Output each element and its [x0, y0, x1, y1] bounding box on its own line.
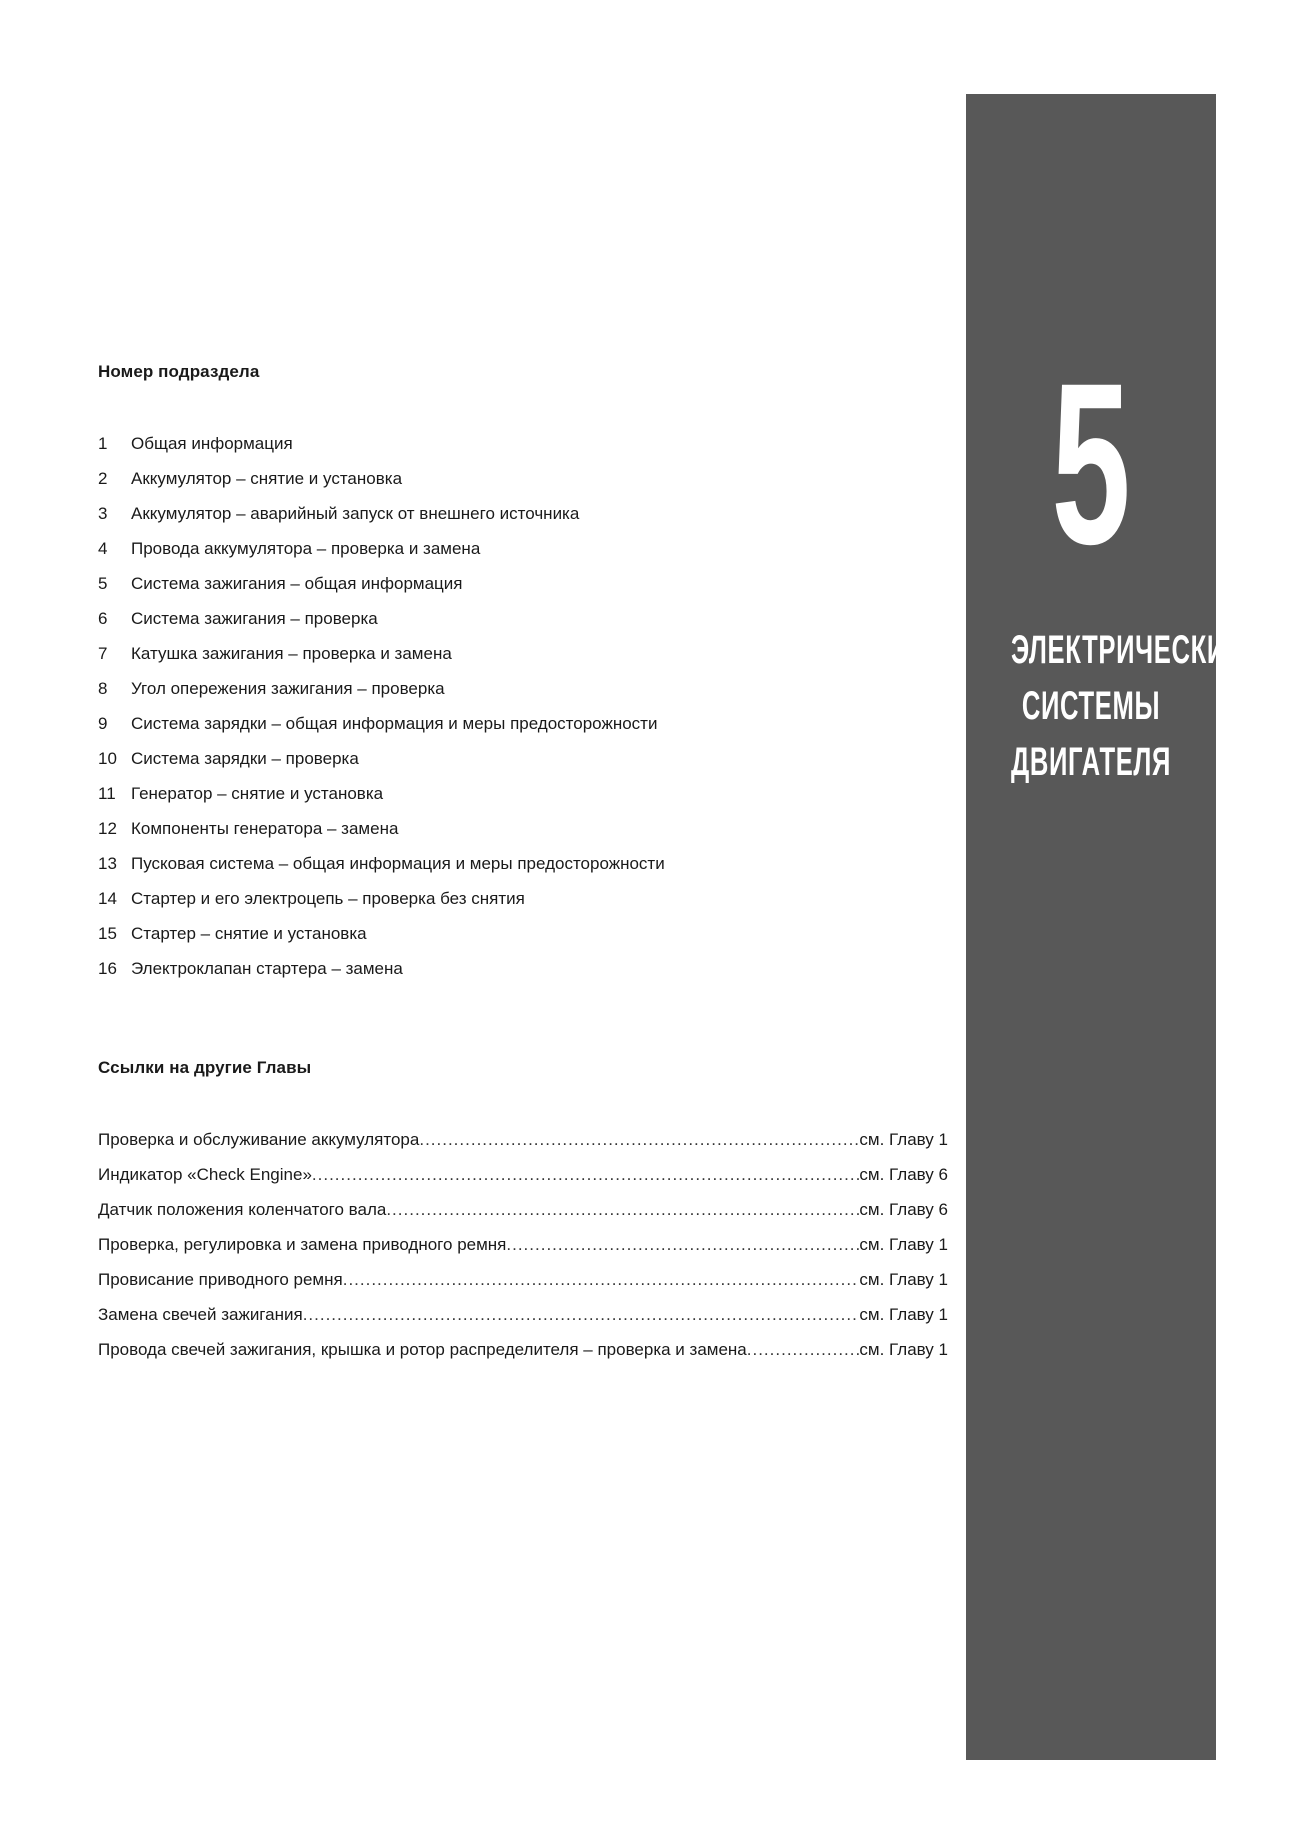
subsection-item	[98, 776, 948, 811]
chapter-contents	[98, 360, 948, 1367]
subsection-number: 14	[98, 889, 117, 908]
subsections-list	[98, 426, 948, 986]
reference-title: Замена свечей зажигания	[98, 1305, 303, 1324]
subsection-title: Генератор – снятие и установка	[131, 784, 384, 803]
subsection-title: Компоненты генератора – замена	[131, 819, 399, 838]
reference-title: Проверка, регулировка и замена приводного ремня	[98, 1235, 507, 1254]
reference-target: см. Главу 1	[859, 1340, 948, 1359]
reference-target: см. Главу 1	[859, 1130, 948, 1149]
subsection-title: Система зарядки – проверка	[131, 749, 359, 768]
subsection-item	[98, 881, 948, 916]
subsection-item	[98, 601, 948, 636]
dot-leader	[386, 1192, 859, 1227]
subsection-item	[98, 636, 948, 671]
subsection-number: 15	[98, 924, 117, 943]
subsection-number: 10	[98, 749, 117, 768]
reference-item	[98, 1262, 948, 1297]
reference-target: см. Главу 1	[859, 1305, 948, 1324]
references-heading: Ссылки на другие Главы	[98, 1058, 312, 1077]
subsection-number: 1	[98, 434, 108, 453]
subsection-number: 7	[98, 644, 108, 663]
subsection-title: Система зарядки – общая информация и меры предосторожности	[131, 714, 658, 733]
dot-leader	[747, 1332, 860, 1367]
subsection-number: 12	[98, 819, 117, 838]
subsection-item	[98, 846, 948, 881]
subsection-number: 4	[98, 539, 108, 558]
dot-leader	[303, 1297, 860, 1332]
reference-item	[98, 1227, 948, 1262]
chapter-title	[966, 622, 1244, 790]
reference-item	[98, 1122, 948, 1157]
dot-leader	[506, 1227, 859, 1262]
reference-title: Провода свечей зажигания, крышка и ротор распределителя – проверка и замена	[98, 1340, 747, 1359]
subsections-heading: Номер подраздела	[98, 362, 260, 381]
references-list	[98, 1122, 948, 1367]
chapter-title-line: ЭЛЕКТРИЧЕСКИЕ	[1011, 628, 1244, 672]
subsection-title: Общая информация	[131, 434, 293, 453]
chapter-title-line: СИСТЕМЫ	[1021, 684, 1161, 728]
subsection-item	[98, 811, 948, 846]
subsection-item	[98, 566, 948, 601]
reference-title: Индикатор «Check Engine»	[98, 1165, 312, 1184]
subsection-title: Стартер – снятие и установка	[131, 924, 367, 943]
reference-title: Датчик положения коленчатого вала	[98, 1200, 387, 1219]
subsection-number: 5	[98, 574, 108, 593]
dot-leader	[312, 1157, 859, 1192]
subsection-number: 2	[98, 469, 108, 488]
subsection-item	[98, 461, 948, 496]
subsection-item	[98, 951, 948, 986]
subsection-number: 6	[98, 609, 108, 628]
subsection-title: Система зажигания – проверка	[131, 609, 378, 628]
reference-target: см. Главу 1	[859, 1235, 948, 1254]
subsection-number: 8	[98, 679, 108, 698]
subsection-number: 13	[98, 854, 117, 873]
reference-target: см. Главу 6	[859, 1165, 948, 1184]
reference-item	[98, 1192, 948, 1227]
chapter-number: 5	[1051, 335, 1131, 592]
subsection-title: Электроклапан стартера – замена	[131, 959, 403, 978]
reference-item	[98, 1332, 948, 1367]
chapter-band	[966, 94, 1244, 1760]
dot-leader	[343, 1262, 860, 1297]
subsection-number: 16	[98, 959, 117, 978]
reference-item	[98, 1157, 948, 1192]
subsection-item	[98, 916, 948, 951]
subsection-number: 11	[98, 784, 116, 803]
subsection-item	[98, 741, 948, 776]
reference-title: Проверка и обслуживание аккумулятора	[98, 1130, 420, 1149]
subsection-title: Пусковая система – общая информация и меры предосторожности	[131, 854, 665, 873]
subsection-title: Катушка зажигания – проверка и замена	[131, 644, 452, 663]
reference-item	[98, 1297, 948, 1332]
subsection-title: Система зажигания – общая информация	[131, 574, 463, 593]
subsection-item	[98, 426, 948, 461]
reference-target: см. Главу 6	[859, 1200, 948, 1219]
reference-title: Провисание приводного ремня	[98, 1270, 343, 1289]
subsection-item	[98, 706, 948, 741]
subsection-title: Провода аккумулятора – проверка и замена	[131, 539, 481, 558]
reference-target: см. Главу 1	[859, 1270, 948, 1289]
subsection-number: 3	[98, 504, 108, 523]
subsection-number: 9	[98, 714, 108, 733]
subsection-title: Аккумулятор – аварийный запуск от внешнего источника	[131, 504, 580, 523]
subsection-item	[98, 671, 948, 706]
subsection-title: Угол опережения зажигания – проверка	[131, 679, 445, 698]
subsection-item	[98, 531, 948, 566]
dot-leader	[419, 1122, 859, 1157]
subsection-item	[98, 496, 948, 531]
subsection-title: Аккумулятор – снятие и установка	[131, 469, 403, 488]
subsection-title: Стартер и его электроцепь – проверка без снятия	[131, 889, 525, 908]
chapter-title-line: ДВИГАТЕЛЯ	[1011, 740, 1172, 784]
